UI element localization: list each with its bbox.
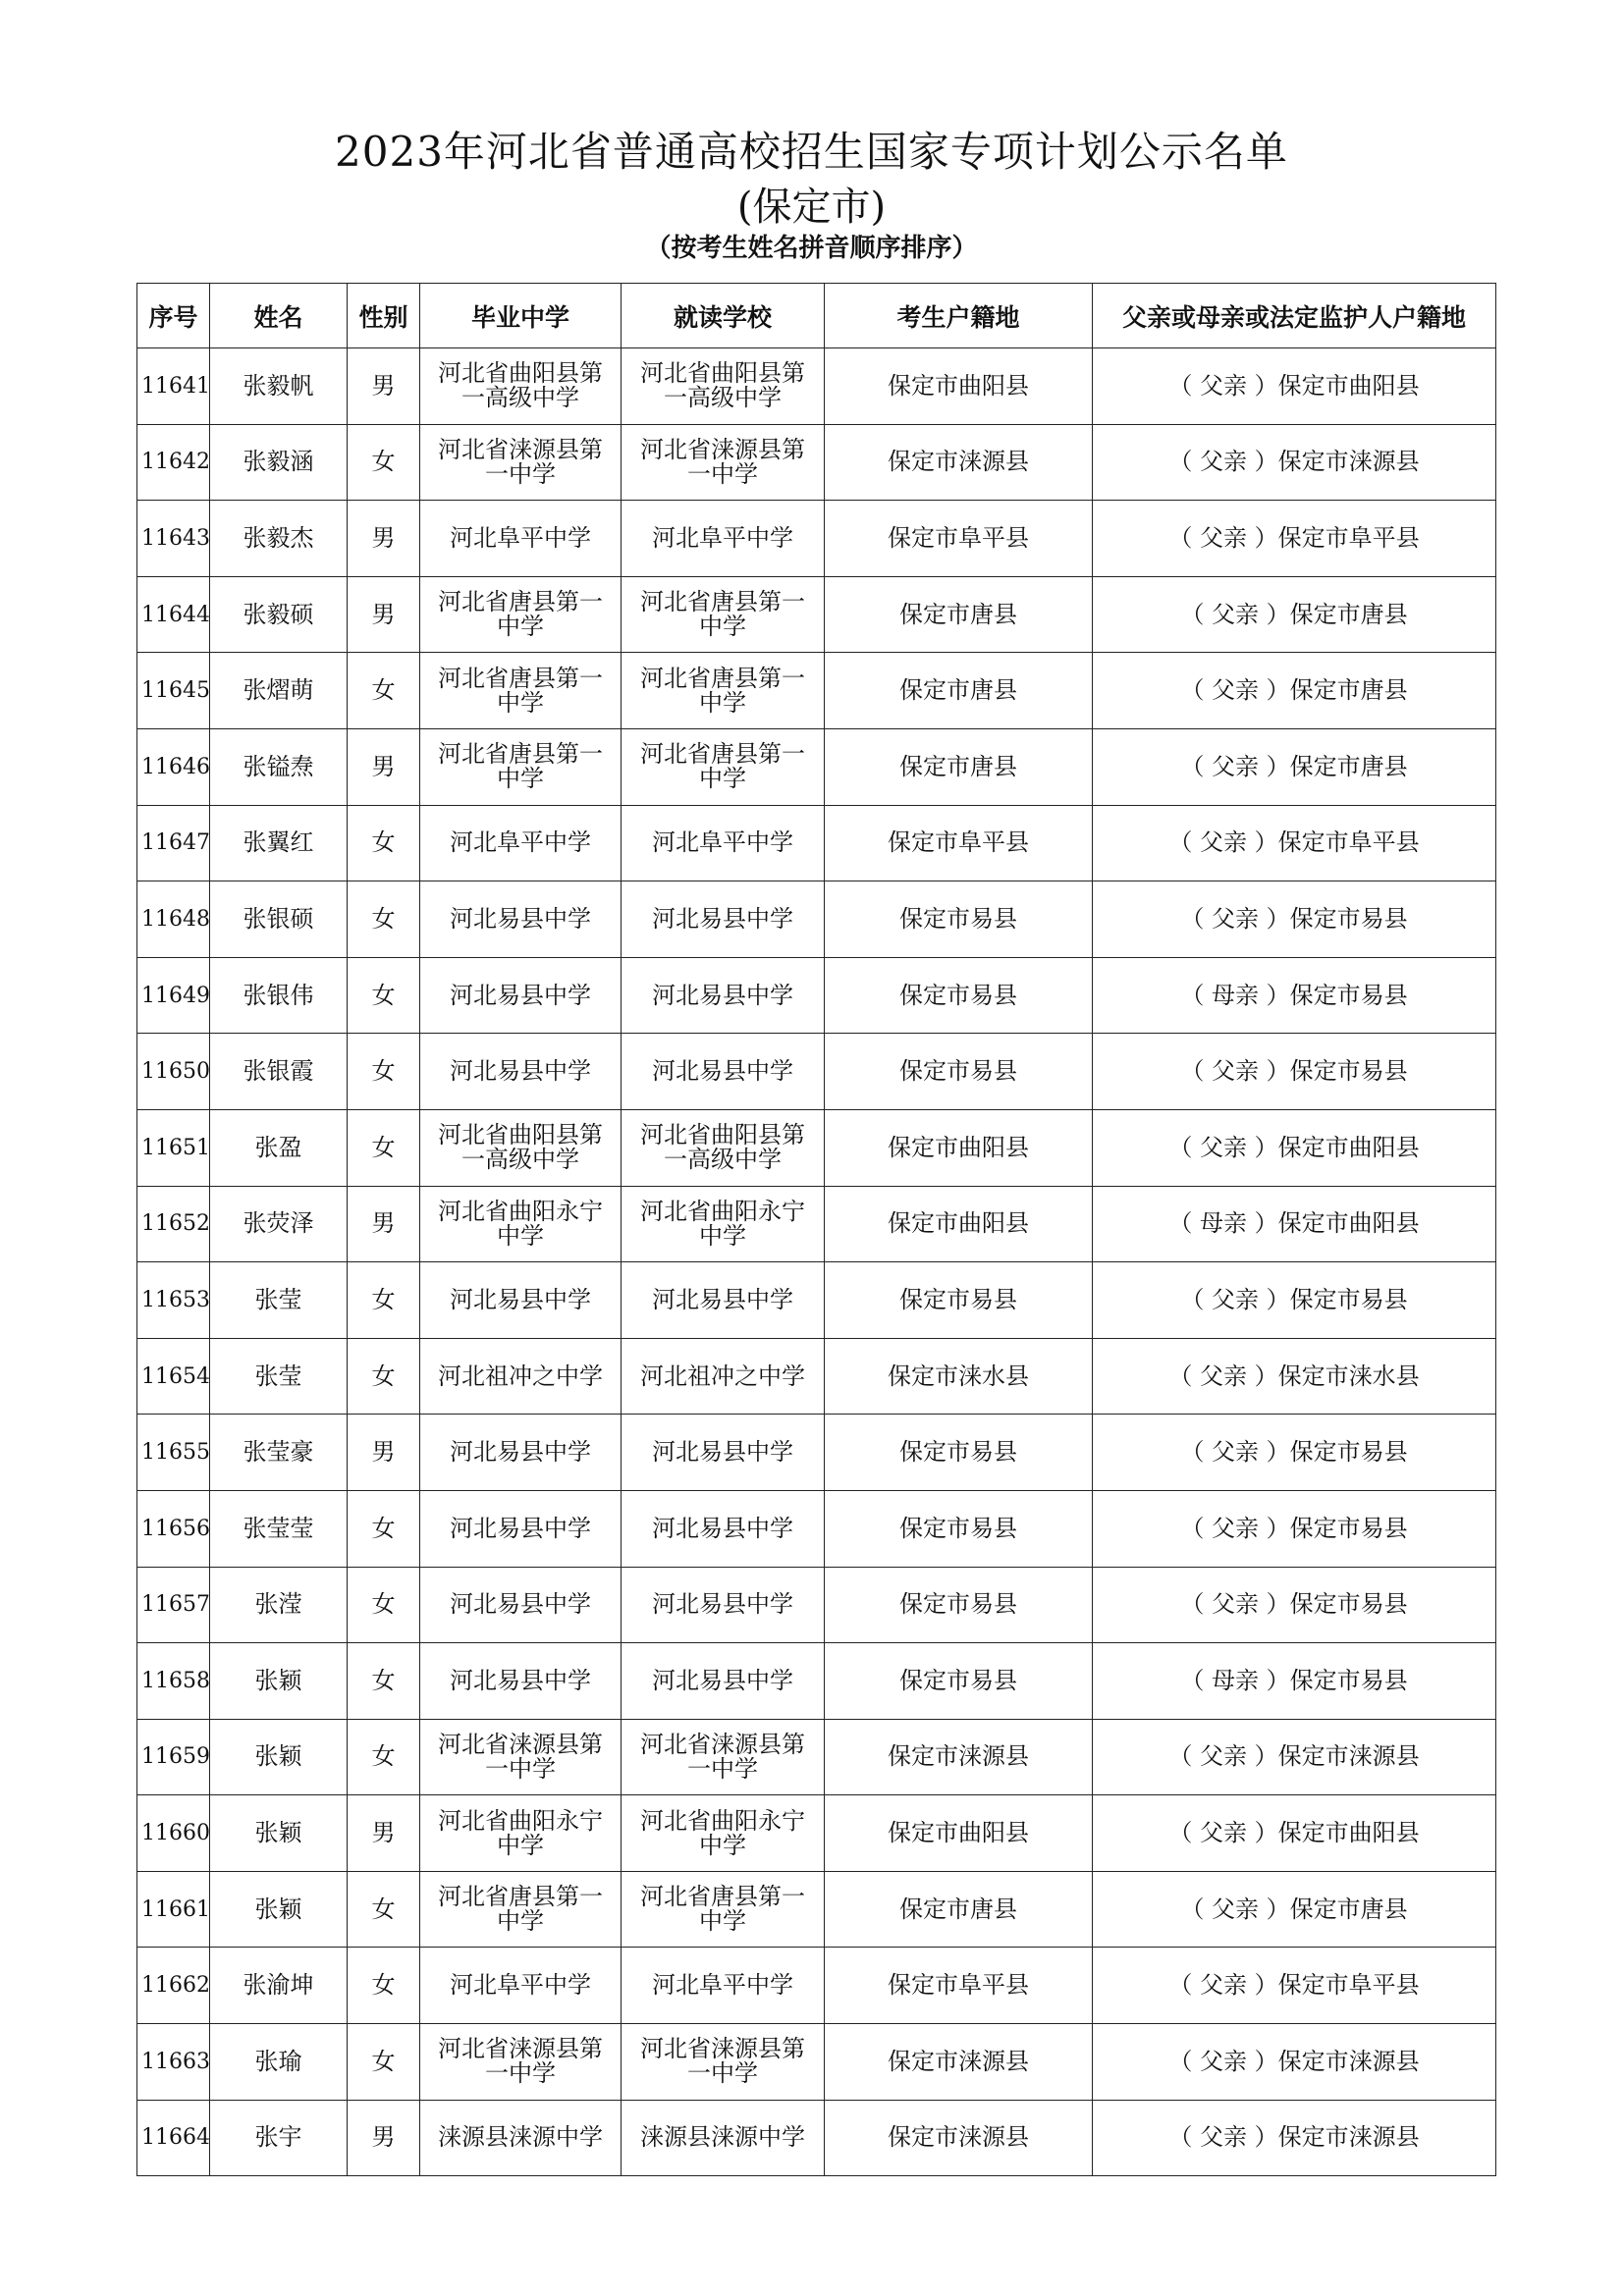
guardian-hukou-cell: （ 父亲 ）保定市唐县	[1093, 1871, 1496, 1948]
graduation-school-cell: 河北阜平中学	[420, 501, 622, 577]
name-cell: 张荧泽	[210, 1186, 348, 1262]
student-hukou-cell: 保定市曲阳县	[825, 1795, 1093, 1872]
seq-cell: 11649	[137, 957, 210, 1034]
graduation-school-cell: 河北省唐县第一中学	[420, 576, 622, 653]
seq-cell: 11647	[137, 805, 210, 881]
current-school-cell: 河北易县中学	[622, 1643, 825, 1720]
guardian-relation: 父亲	[1212, 1438, 1259, 1467]
name-cell: 张银伟	[210, 957, 348, 1034]
student-hukou-cell: 保定市易县	[825, 957, 1093, 1034]
graduation-school-cell: 河北祖冲之中学	[420, 1338, 622, 1415]
guardian-relation: 父亲	[1212, 1057, 1259, 1086]
student-hukou-cell: 保定市易县	[825, 1034, 1093, 1110]
graduation-school-cell: 河北易县中学	[420, 1034, 622, 1110]
guardian-hukou-cell: （ 父亲 ）保定市阜平县	[1093, 501, 1496, 577]
graduation-school-cell: 河北省曲阳永宁中学	[420, 1186, 622, 1262]
seq-cell: 11663	[137, 2024, 210, 2101]
gender-cell: 男	[348, 2100, 420, 2176]
student-hukou-cell: 保定市阜平县	[825, 501, 1093, 577]
guardian-hukou: 保定市曲阳县	[1277, 1133, 1420, 1161]
guardian-relation: 父亲	[1200, 2047, 1247, 2075]
table-row	[137, 424, 1496, 501]
guardian-hukou: 保定市唐县	[1289, 676, 1408, 705]
graduation-school-cell: 河北省唐县第一中学	[420, 653, 622, 729]
gender-cell: 男	[348, 1795, 420, 1872]
guardian-hukou: 保定市涞水县	[1277, 1362, 1420, 1390]
student-hukou-cell: 保定市易县	[825, 1415, 1093, 1491]
guardian-hukou-cell: （ 父亲 ）保定市阜平县	[1093, 805, 1496, 881]
graduation-school-cell: 河北阜平中学	[420, 1948, 622, 2024]
gender-cell: 女	[348, 1490, 420, 1567]
guardian-hukou: 保定市曲阳县	[1277, 371, 1420, 400]
gender-cell: 女	[348, 1871, 420, 1948]
admission-list-table	[136, 283, 1496, 2176]
student-hukou-cell: 保定市涞水县	[825, 1338, 1093, 1415]
gender-cell: 女	[348, 1643, 420, 1720]
current-school-cell: 河北省曲阳县第一高级中学	[622, 1109, 825, 1186]
table-row	[137, 2024, 1496, 2101]
student-hukou-cell: 保定市涞源县	[825, 2100, 1093, 2176]
graduation-school-cell: 河北易县中学	[420, 881, 622, 958]
guardian-hukou: 保定市涞源县	[1277, 448, 1420, 476]
guardian-hukou: 保定市曲阳县	[1277, 1819, 1420, 1847]
guardian-relation: 父亲	[1212, 1514, 1259, 1542]
graduation-school-cell: 河北省涞源县第一中学	[420, 424, 622, 501]
guardian-relation: 父亲	[1212, 904, 1259, 933]
sort-note: （按考生姓名拼音顺序排序）	[645, 234, 978, 263]
guardian-hukou-cell: （ 母亲 ）保定市易县	[1093, 957, 1496, 1034]
student-hukou-cell: 保定市涞源县	[825, 1719, 1093, 1795]
student-hukou-cell: 保定市阜平县	[825, 805, 1093, 881]
name-cell: 张莹	[210, 1262, 348, 1339]
gender-cell: 女	[348, 1719, 420, 1795]
gender-cell: 女	[348, 805, 420, 881]
table-row	[137, 1186, 1496, 1262]
gender-cell: 女	[348, 2024, 420, 2101]
name-cell: 张镒焘	[210, 728, 348, 805]
student-hukou-cell: 保定市易县	[825, 1490, 1093, 1567]
graduation-school-cell: 河北省曲阳县第一高级中学	[420, 1109, 622, 1186]
guardian-relation: 父亲	[1212, 676, 1259, 705]
table-row	[137, 1643, 1496, 1720]
guardian-relation: 父亲	[1200, 1362, 1247, 1390]
student-hukou-cell: 保定市易县	[825, 1643, 1093, 1720]
current-school-cell: 河北省曲阳永宁中学	[622, 1186, 825, 1262]
guardian-hukou-cell: （ 父亲 ）保定市唐县	[1093, 576, 1496, 653]
guardian-hukou-cell: （ 父亲 ）保定市曲阳县	[1093, 1795, 1496, 1872]
table-row	[137, 1948, 1496, 2024]
name-cell: 张颖	[210, 1643, 348, 1720]
name-cell: 张毅涵	[210, 424, 348, 501]
seq-cell: 11646	[137, 728, 210, 805]
guardian-hukou: 保定市易县	[1289, 1057, 1408, 1086]
guardian-hukou-cell: （ 父亲 ）保定市唐县	[1093, 653, 1496, 729]
guardian-relation: 父亲	[1200, 828, 1247, 857]
seq-cell: 11658	[137, 1643, 210, 1720]
table-row	[137, 2100, 1496, 2176]
seq-cell: 11645	[137, 653, 210, 729]
student-hukou-cell: 保定市涞源县	[825, 2024, 1093, 2101]
guardian-hukou: 保定市易县	[1289, 1666, 1408, 1694]
guardian-relation: 父亲	[1212, 1895, 1259, 1923]
seq-cell: 11655	[137, 1415, 210, 1491]
seq-cell: 11656	[137, 1490, 210, 1567]
current-school-cell: 河北易县中学	[622, 1490, 825, 1567]
guardian-hukou-cell: （ 父亲 ）保定市易县	[1093, 1034, 1496, 1110]
column-header: 姓名	[210, 284, 348, 348]
guardian-hukou: 保定市涞源县	[1277, 1742, 1420, 1771]
seq-cell: 11650	[137, 1034, 210, 1110]
name-cell: 张熠萌	[210, 653, 348, 729]
current-school-cell: 河北省唐县第一中学	[622, 728, 825, 805]
guardian-hukou-cell: （ 父亲 ）保定市唐县	[1093, 728, 1496, 805]
student-hukou-cell: 保定市易县	[825, 881, 1093, 958]
graduation-school-cell: 河北易县中学	[420, 1262, 622, 1339]
seq-cell: 11642	[137, 424, 210, 501]
guardian-hukou-cell: （ 父亲 ）保定市涞源县	[1093, 1719, 1496, 1795]
guardian-hukou-cell: （ 父亲 ）保定市易县	[1093, 1415, 1496, 1491]
table-row	[137, 501, 1496, 577]
table-row	[137, 653, 1496, 729]
guardian-hukou-cell: （ 母亲 ）保定市易县	[1093, 1643, 1496, 1720]
guardian-relation: 父亲	[1200, 1971, 1247, 2000]
current-school-cell: 河北省涞源县第一中学	[622, 1719, 825, 1795]
guardian-hukou: 保定市易县	[1289, 904, 1408, 933]
name-cell: 张莹	[210, 1338, 348, 1415]
gender-cell: 男	[348, 576, 420, 653]
seq-cell: 11659	[137, 1719, 210, 1795]
current-school-cell: 河北省涞源县第一中学	[622, 424, 825, 501]
guardian-hukou-cell: （ 父亲 ）保定市易县	[1093, 881, 1496, 958]
guardian-relation: 父亲	[1200, 448, 1247, 476]
table-row	[137, 805, 1496, 881]
student-hukou-cell: 保定市唐县	[825, 728, 1093, 805]
guardian-relation: 父亲	[1212, 1285, 1259, 1313]
name-cell: 张颖	[210, 1719, 348, 1795]
guardian-relation: 父亲	[1200, 1133, 1247, 1161]
current-school-cell: 河北省曲阳永宁中学	[622, 1795, 825, 1872]
table-row	[137, 881, 1496, 958]
gender-cell: 男	[348, 728, 420, 805]
guardian-hukou: 保定市阜平县	[1277, 828, 1420, 857]
student-hukou-cell: 保定市易县	[825, 1567, 1093, 1643]
gender-cell: 女	[348, 1262, 420, 1339]
graduation-school-cell: 河北省涞源县第一中学	[420, 2024, 622, 2101]
guardian-hukou: 保定市易县	[1289, 1438, 1408, 1467]
name-cell: 张瑜	[210, 2024, 348, 2101]
guardian-hukou: 保定市易县	[1289, 1285, 1408, 1313]
guardian-hukou-cell: （ 父亲 ）保定市曲阳县	[1093, 1109, 1496, 1186]
guardian-hukou-cell: （ 父亲 ）保定市阜平县	[1093, 1948, 1496, 2024]
current-school-cell: 河北易县中学	[622, 881, 825, 958]
guardian-relation: 父亲	[1200, 2123, 1247, 2152]
graduation-school-cell: 河北易县中学	[420, 1415, 622, 1491]
guardian-hukou-cell: （ 父亲 ）保定市易县	[1093, 1262, 1496, 1339]
current-school-cell: 河北省涞源县第一中学	[622, 2024, 825, 2101]
table-row	[137, 576, 1496, 653]
current-school-cell: 河北阜平中学	[622, 805, 825, 881]
graduation-school-cell: 河北省涞源县第一中学	[420, 1719, 622, 1795]
gender-cell: 女	[348, 957, 420, 1034]
graduation-school-cell: 河北省唐县第一中学	[420, 728, 622, 805]
graduation-school-cell: 河北阜平中学	[420, 805, 622, 881]
guardian-hukou-cell: （ 父亲 ）保定市易县	[1093, 1567, 1496, 1643]
current-school-cell: 河北省唐县第一中学	[622, 576, 825, 653]
guardian-hukou: 保定市阜平县	[1277, 1971, 1420, 2000]
table-row	[137, 1338, 1496, 1415]
graduation-school-cell: 河北易县中学	[420, 957, 622, 1034]
student-hukou-cell: 保定市曲阳县	[825, 1109, 1093, 1186]
table-row	[137, 1415, 1496, 1491]
graduation-school-cell: 河北省曲阳永宁中学	[420, 1795, 622, 1872]
guardian-relation: 父亲	[1200, 1819, 1247, 1847]
guardian-hukou-cell: （ 父亲 ）保定市曲阳县	[1093, 348, 1496, 425]
guardian-relation: 父亲	[1212, 1590, 1259, 1619]
document-title: 2023年河北省普通高校招生国家专项计划公示名单	[335, 128, 1288, 176]
seq-cell: 11651	[137, 1109, 210, 1186]
graduation-school-cell: 河北省唐县第一中学	[420, 1871, 622, 1948]
guardian-hukou-cell: （ 父亲 ）保定市涞源县	[1093, 2024, 1496, 2101]
table-row	[137, 1871, 1496, 1948]
guardian-relation: 父亲	[1200, 371, 1247, 400]
seq-cell: 11657	[137, 1567, 210, 1643]
gender-cell: 女	[348, 653, 420, 729]
current-school-cell: 河北省唐县第一中学	[622, 1871, 825, 1948]
current-school-cell: 河北省曲阳县第一高级中学	[622, 348, 825, 425]
seq-cell: 11644	[137, 576, 210, 653]
guardian-relation: 母亲	[1212, 1666, 1259, 1694]
guardian-hukou-cell: （ 父亲 ）保定市涞水县	[1093, 1338, 1496, 1415]
guardian-hukou-cell: （ 父亲 ）保定市涞源县	[1093, 2100, 1496, 2176]
name-cell: 张翼红	[210, 805, 348, 881]
current-school-cell: 河北祖冲之中学	[622, 1338, 825, 1415]
column-header: 父亲或母亲或法定监护人户籍地	[1093, 284, 1496, 348]
table-row	[137, 957, 1496, 1034]
table-row	[137, 1795, 1496, 1872]
table-row	[137, 1262, 1496, 1339]
graduation-school-cell: 河北省曲阳县第一高级中学	[420, 348, 622, 425]
current-school-cell: 河北阜平中学	[622, 1948, 825, 2024]
current-school-cell: 河北省唐县第一中学	[622, 653, 825, 729]
name-cell: 张盈	[210, 1109, 348, 1186]
seq-cell: 11648	[137, 881, 210, 958]
name-cell: 张渝坤	[210, 1948, 348, 2024]
guardian-hukou-cell: （ 父亲 ）保定市涞源县	[1093, 424, 1496, 501]
gender-cell: 女	[348, 1338, 420, 1415]
current-school-cell: 河北易县中学	[622, 957, 825, 1034]
student-hukou-cell: 保定市曲阳县	[825, 348, 1093, 425]
column-header: 性别	[348, 284, 420, 348]
guardian-hukou-cell: （ 父亲 ）保定市易县	[1093, 1490, 1496, 1567]
table-row	[137, 1109, 1496, 1186]
student-hukou-cell: 保定市曲阳县	[825, 1186, 1093, 1262]
guardian-hukou: 保定市易县	[1289, 1514, 1408, 1542]
student-hukou-cell: 保定市唐县	[825, 1871, 1093, 1948]
current-school-cell: 河北阜平中学	[622, 501, 825, 577]
name-cell: 张毅硕	[210, 576, 348, 653]
guardian-relation: 父亲	[1200, 1742, 1247, 1771]
name-cell: 张莹豪	[210, 1415, 348, 1491]
name-cell: 张莹莹	[210, 1490, 348, 1567]
name-cell: 张银霞	[210, 1034, 348, 1110]
student-hukou-cell: 保定市阜平县	[825, 1948, 1093, 2024]
gender-cell: 男	[348, 1186, 420, 1262]
gender-cell: 女	[348, 424, 420, 501]
seq-cell: 11662	[137, 1948, 210, 2024]
guardian-relation: 母亲	[1212, 981, 1259, 1009]
current-school-cell: 河北易县中学	[622, 1034, 825, 1110]
guardian-hukou: 保定市易县	[1289, 1590, 1408, 1619]
name-cell: 张颖	[210, 1795, 348, 1872]
table-row	[137, 1567, 1496, 1643]
guardian-hukou: 保定市唐县	[1289, 752, 1408, 780]
table-row	[137, 1490, 1496, 1567]
name-cell: 张宇	[210, 2100, 348, 2176]
name-cell: 张滢	[210, 1567, 348, 1643]
current-school-cell: 涞源县涞源中学	[622, 2100, 825, 2176]
seq-cell: 11653	[137, 1262, 210, 1339]
seq-cell: 11664	[137, 2100, 210, 2176]
seq-cell: 11643	[137, 501, 210, 577]
guardian-hukou: 保定市唐县	[1289, 1895, 1408, 1923]
name-cell: 张颖	[210, 1871, 348, 1948]
column-header: 考生户籍地	[825, 284, 1093, 348]
guardian-hukou-cell: （ 母亲 ）保定市曲阳县	[1093, 1186, 1496, 1262]
seq-cell: 11641	[137, 348, 210, 425]
current-school-cell: 河北易县中学	[622, 1415, 825, 1491]
column-header: 毕业中学	[420, 284, 622, 348]
graduation-school-cell: 河北易县中学	[420, 1643, 622, 1720]
gender-cell: 女	[348, 1948, 420, 2024]
student-hukou-cell: 保定市唐县	[825, 653, 1093, 729]
seq-cell: 11652	[137, 1186, 210, 1262]
student-hukou-cell: 保定市涞源县	[825, 424, 1093, 501]
student-hukou-cell: 保定市唐县	[825, 576, 1093, 653]
gender-cell: 女	[348, 1567, 420, 1643]
student-hukou-cell: 保定市易县	[825, 1262, 1093, 1339]
document-subtitle: (保定市)	[736, 185, 887, 230]
guardian-hukou: 保定市唐县	[1289, 600, 1408, 628]
table-row	[137, 1034, 1496, 1110]
guardian-relation: 父亲	[1212, 752, 1259, 780]
guardian-hukou: 保定市曲阳县	[1277, 1209, 1420, 1238]
current-school-cell: 河北易县中学	[622, 1262, 825, 1339]
gender-cell: 女	[348, 1034, 420, 1110]
seq-cell: 11660	[137, 1795, 210, 1872]
guardian-hukou: 保定市阜平县	[1277, 523, 1420, 552]
gender-cell: 女	[348, 1109, 420, 1186]
column-header: 就读学校	[622, 284, 825, 348]
gender-cell: 男	[348, 348, 420, 425]
table-row	[137, 1719, 1496, 1795]
graduation-school-cell: 河北易县中学	[420, 1567, 622, 1643]
gender-cell: 男	[348, 1415, 420, 1491]
name-cell: 张毅杰	[210, 501, 348, 577]
gender-cell: 女	[348, 881, 420, 958]
seq-cell: 11661	[137, 1871, 210, 1948]
guardian-hukou: 保定市涞源县	[1277, 2123, 1420, 2152]
guardian-relation: 父亲	[1212, 600, 1259, 628]
graduation-school-cell: 河北易县中学	[420, 1490, 622, 1567]
table-header-row	[137, 284, 1496, 348]
table-row	[137, 728, 1496, 805]
guardian-relation: 父亲	[1200, 523, 1247, 552]
name-cell: 张银硕	[210, 881, 348, 958]
graduation-school-cell: 涞源县涞源中学	[420, 2100, 622, 2176]
current-school-cell: 河北易县中学	[622, 1567, 825, 1643]
seq-cell: 11654	[137, 1338, 210, 1415]
guardian-relation: 母亲	[1200, 1209, 1247, 1238]
table-row	[137, 348, 1496, 425]
column-header: 序号	[137, 284, 210, 348]
gender-cell: 男	[348, 501, 420, 577]
name-cell: 张毅帆	[210, 348, 348, 425]
guardian-hukou: 保定市涞源县	[1277, 2047, 1420, 2075]
guardian-hukou: 保定市易县	[1289, 981, 1408, 1009]
